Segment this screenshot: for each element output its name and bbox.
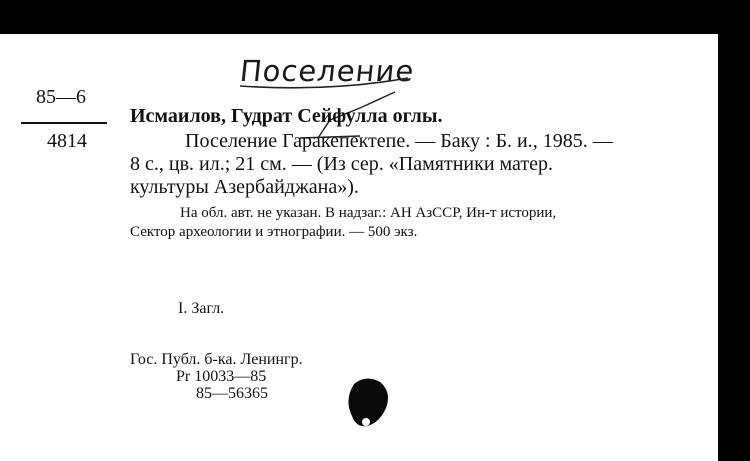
- note-line-1: На обл. авт. не указан. В надзаг.: АН АзССР, Ин-т истории,: [180, 205, 557, 221]
- library-line-1: Гос. Публ. б-ка. Ленингр.: [130, 351, 303, 368]
- author: Исмаилов, Гудрат Сейфулла оглы.: [130, 105, 443, 127]
- ink-stamp-blot: [346, 376, 392, 428]
- catalog-card: [0, 34, 718, 461]
- call-number-bottom: 4814: [47, 130, 87, 152]
- library-line-2: Pr 10033—85: [176, 368, 267, 385]
- call-number-top: 85—6: [36, 86, 86, 108]
- scan-border-right: [718, 34, 750, 461]
- title-line: Поселение Гаракепектепе. — Баку : Б. и., 1985. —: [185, 130, 613, 152]
- handwritten-heading: Поселение: [238, 54, 417, 88]
- scan-border-top: [0, 0, 750, 34]
- call-number-divider: [21, 122, 107, 124]
- note-line-2: Сектор археологии и этнографии. — 500 экз.: [130, 224, 418, 240]
- subject-heading: I. Загл.: [178, 300, 225, 317]
- description-line-2: 8 с., цв. ил.; 21 см. — (Из сер. «Памятники матер.: [130, 153, 554, 175]
- description-line-3: культуры Азербайджана»).: [130, 176, 359, 198]
- library-line-3: 85—56365: [196, 385, 268, 402]
